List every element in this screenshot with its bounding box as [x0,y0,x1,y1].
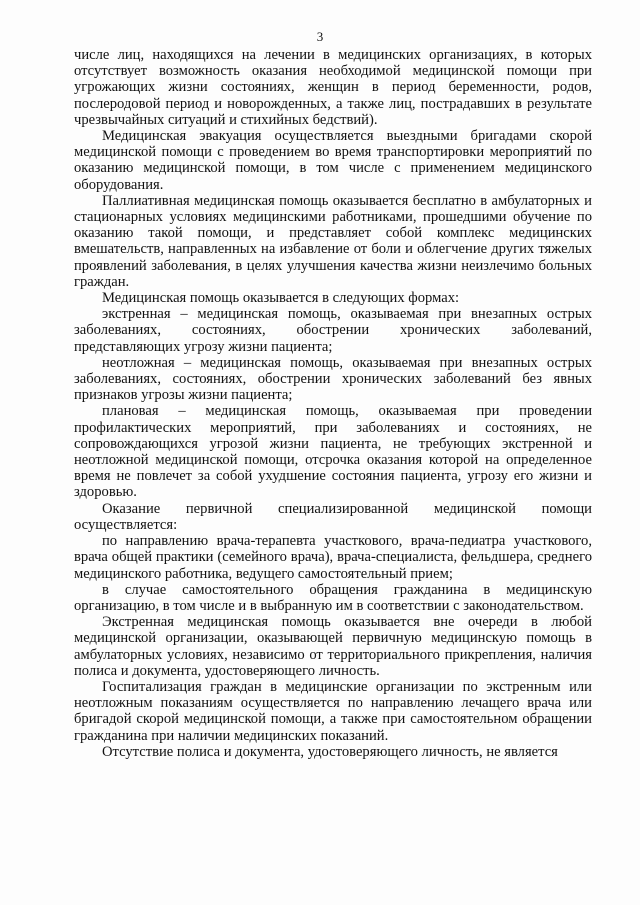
paragraph-emergency-care: Экстренная медицинская помощь оказывается вне очереди в любой медицинской организации, оказывающей первичную медицинскую помощь в амбулаторных условиях, независимо от территориального прикрепления, наличия полиса и документа, удостоверяющего личность. [74,614,592,679]
paragraph-absence-of-policy: Отсутствие полиса и документа, удостоверяющего личность, не является [102,743,558,760]
paragraph-hospitalization: Госпитализация граждан в медицинские организации по экстренным или неотложным показаниям осуществляется по направлению лечащего врача или бригадой скорой медицинской помощи, а также при самостоятельном обращении гражданина при наличии медицинских показаний. [74,678,592,744]
paragraph-referral: по направлению врача-терапевта участкового, врача-педиатра участкового, врача общей практики (семейного врача), врача-специалиста, фельдшера, среднего медицинского работника, ведущего самостоятельный прием; [74,533,592,582]
paragraph-medical-evacuation: Медицинская эвакуация осуществляется выездными бригадами скорой медицинской помощи с проведением во время транспортировки мероприятий по оказанию медицинской помощи, в том числе с применением медицинского оборудования. [74,128,592,193]
paragraph-specialized-care-intro: Оказание первичной специализированной медицинской помощи осуществляется: [74,500,592,533]
page-number: 3 [316,29,324,44]
paragraph-self-referral: в случае самостоятельного обращения гражданина в медицинскую организацию, в том числе и в выбранную им в соответствии с законодательством. [74,581,592,614]
paragraph-continuation: числе лиц, находящихся на лечении в медицинских организациях, в которых отсутствует возможность оказания необходимой медицинской помощи при угрожающих жизни состояниях, женщин в период беременности, родов, послеродовой период и новорожденных, а также лиц, пострадавших в результате чрезвычайных ситуаций и стихийных бедствий). [74,47,592,128]
paragraph-form-urgent: неотложная – медицинская помощь, оказываемая при внезапных острых заболеваниях, состояниях, обострении хронических заболеваний без явных признаков угрозы жизни пациента; [74,354,592,404]
paragraph-form-emergency: экстренная – медицинская помощь, оказываемая при внезапных острых заболеваниях, состояниях, обострении хронических заболеваний, представляющих угрозу жизни пациента; [74,306,592,355]
paragraph-form-planned: плановая – медицинская помощь, оказываемая при проведении профилактических мероприятий, при заболеваниях и состояниях, не сопровождающихся угрозой жизни пациента, не требующих экстренной и неотложной медицинской помощи, отсрочка оказания которой на определенное время не повлечет за собой ухудшение состояния пациента, угрозу его жизни и здоровью. [74,403,592,501]
paragraph-palliative-care: Паллиативная медицинская помощь оказывается бесплатно в амбулаторных и стационарных условиях медицинскими работниками, прошедшими обучение по оказанию такой помощи, и представляет собой комплекс медицинских вмешательств, направленных на избавление от боли и облегчение других тяжелых проявлений заболевания, в целях улучшения качества жизни неизлечимо больных граждан. [74,192,592,290]
page-body [74,47,592,760]
paragraph-forms-intro: Медицинская помощь оказывается в следующих формах: [102,290,460,307]
